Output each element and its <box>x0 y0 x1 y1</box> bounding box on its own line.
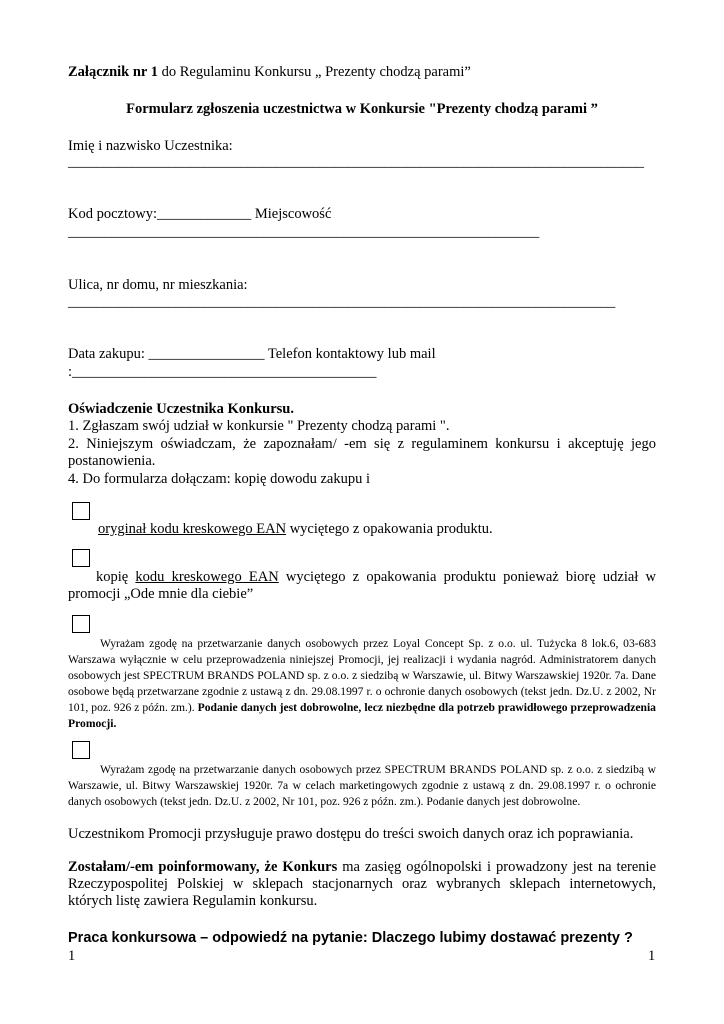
consent-loyal-concept-text <box>68 636 656 732</box>
annex-bold: Załącznik nr 1 <box>68 64 158 80</box>
consent-spectrum-checkbox[interactable] <box>72 741 90 759</box>
declaration-item-2: 2. Niniejszym oświadczam, że zapoznałam/ -em się z regulaminem konkursu i akceptuję jego postanowienia. <box>68 436 656 469</box>
access-rights-text: Uczestnikom Promocji przysługuje prawo dostępu do treści swoich danych oraz ich poprawiania. <box>68 826 634 842</box>
date-phone-line[interactable]: Data zakupu: ________________ Telefon kontaktowy lub mail <box>68 346 436 362</box>
street-label: Ulica, nr domu, nr mieszkania: <box>68 277 248 293</box>
consent-spectrum-text: Wyrażam zgodę na przetwarzanie danych osobowych przez SPECTRUM BRANDS POLAND sp. z o.o. z siedzibą w Warszawie, ul. Bitwy Warszawskiej 1920r. 7a w celach marketingowych zgodnie z ustawą z dn. 29.08.1997 r. o ochronie danych osobowych (tekst jedn. Dz.U. z 2002, Nr 101, poz. 926 z późn. zm.). Podanie danych jest dobrowolne. <box>68 763 656 808</box>
street-line[interactable]: ____________________________________________________________________________ <box>68 294 616 310</box>
declaration-item-4: 4. Do formularza dołączam: kopię dowodu zakupu i <box>68 471 370 487</box>
name-label: Imię i nazwisko Uczestnika: <box>68 138 233 154</box>
option-copy-ean-rest: wyciętego z opakowania produktu ponieważ biorę udział w promocji „Ode mnie dla ciebie” <box>68 569 657 602</box>
informed-rest: ma zasięg ogólnopolski i prowadzony jest na terenie Rzeczypospolitej Polskiej w sklepach stacjonarnych oraz wybranych sklepach internetowych, których listę zawiera Regulamin konkursu. <box>68 859 657 909</box>
consent-loyal-concept-bold: Podanie danych jest dobrowolne, lecz niezbędne dla potrzeb prawidłowego przeprowadzenia Promocji. <box>68 701 656 730</box>
contact-line[interactable]: :__________________________________________ <box>68 364 377 380</box>
option-original-ean-checkbox[interactable] <box>72 502 90 520</box>
consent-loyal-concept-checkbox[interactable] <box>72 615 90 633</box>
option-copy-ean-underlined: kodu kreskowego EAN <box>135 569 279 585</box>
consent-loyal-concept-body: Wyrażam zgodę na przetwarzanie danych osobowych przez Loyal Concept Sp. z o.o. ul. Tużycka 8 lok.6, 03-683 Warszawa wyłącznie w celu przeprowadzenia niniejszej Promocji, jej realizacji i wydania nagród. Administratorem danych osobowych jest SPECTRUM BRANDS POLAND sp. z o.o. z siedzibą w Warszawie, ul. Bitwy Warszawskiej 1920r. 7a. Dane osobowe będą przetwarzane zgodnie z ustawą z dn. 29.08.1997 r. o ochronie danych osobowych (tekst jedn. Dz.U. z 2002, Nr 101, poz. 926 z późn. zm.). <box>68 637 656 714</box>
page-number-left: 1 <box>68 948 76 964</box>
postal-city-line[interactable]: Kod pocztowy:_____________ Miejscowość <box>68 206 332 222</box>
option-copy-ean-checkbox[interactable] <box>72 549 90 567</box>
page-number-right: 1 <box>648 948 656 964</box>
declaration-title: Oświadczenie Uczestnika Konkursu. <box>68 401 294 417</box>
option-copy-ean-label <box>68 569 656 603</box>
annex-rest: do Regulaminu Konkursu „ Prezenty chodzą parami” <box>157 64 471 80</box>
city-line[interactable]: _________________________________________________________________ <box>68 224 540 240</box>
declaration-item-1: 1. Zgłaszam swój udział w konkursie " Prezenty chodzą parami ". <box>68 418 450 434</box>
option-copy-ean-prefix: kopię <box>96 569 136 585</box>
informed-paragraph <box>68 859 656 910</box>
option-original-ean-rest: wyciętego z opakowania produktu. <box>286 521 493 537</box>
name-line[interactable]: ________________________________________________________________________________ <box>68 154 645 170</box>
form-title: Formularz zgłoszenia uczestnictwa w Konkursie "Prezenty chodzą parami ” <box>126 101 598 117</box>
option-original-ean-underlined: oryginał kodu kreskowego EAN <box>98 521 287 537</box>
informed-bold: Zostałam/-em poinformowany, że Konkurs <box>68 859 338 875</box>
option-original-ean-label <box>98 521 493 538</box>
contest-question-heading: Praca konkursowa – odpowiedź na pytanie: Dlaczego lubimy dostawać prezenty ? <box>68 930 633 946</box>
annex-line <box>68 64 471 81</box>
